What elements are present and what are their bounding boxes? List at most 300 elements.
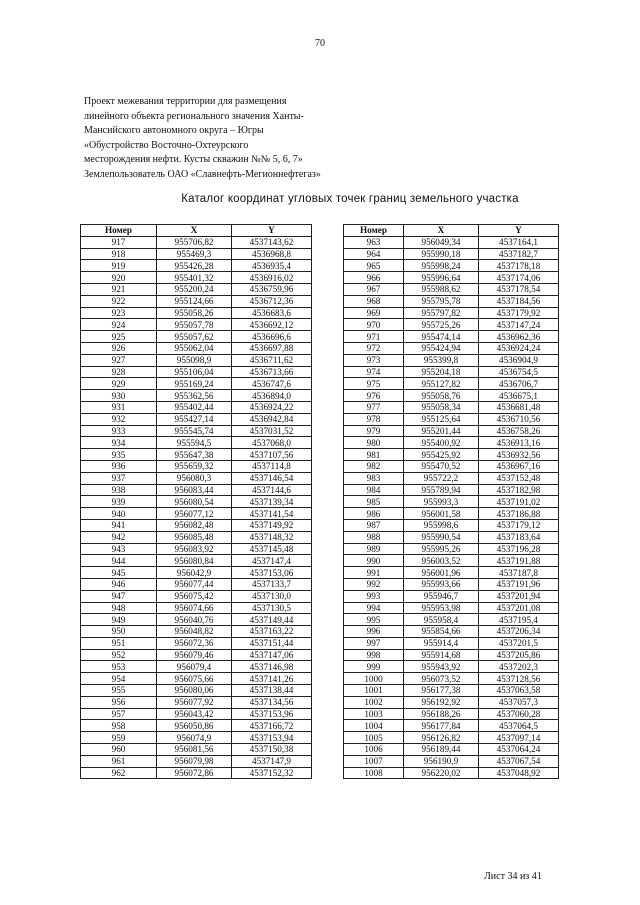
y-coordinate-cell: 4537031,52 bbox=[232, 425, 312, 437]
point-number-cell: 923 bbox=[81, 307, 157, 319]
sheet-footer: Лист 34 из 41 bbox=[484, 871, 542, 882]
y-coordinate-cell: 4537149,44 bbox=[232, 614, 312, 626]
y-coordinate-cell: 4537147,06 bbox=[232, 649, 312, 661]
table-row bbox=[81, 626, 312, 638]
x-coordinate-cell: 956079,46 bbox=[157, 649, 232, 661]
table-row bbox=[81, 637, 312, 649]
point-number-cell: 965 bbox=[344, 260, 404, 272]
project-header-line: Мансийского автономного округа – Югры bbox=[84, 125, 264, 136]
y-coordinate-cell: 4536710,56 bbox=[479, 413, 559, 425]
table-row bbox=[81, 484, 312, 496]
y-coordinate-cell: 4537147,4 bbox=[232, 555, 312, 567]
point-number-cell: 982 bbox=[344, 460, 404, 472]
y-coordinate-cell: 4537202,3 bbox=[479, 661, 559, 673]
point-number-cell: 930 bbox=[81, 390, 157, 402]
x-coordinate-cell: 955057,62 bbox=[157, 331, 232, 343]
x-coordinate-cell: 955914,4 bbox=[404, 637, 479, 649]
table-row bbox=[344, 708, 559, 720]
table-row bbox=[81, 354, 312, 366]
x-coordinate-cell: 955998,24 bbox=[404, 260, 479, 272]
table-row bbox=[81, 260, 312, 272]
table-row bbox=[344, 602, 559, 614]
y-coordinate-cell: 4537048,92 bbox=[479, 767, 559, 779]
y-coordinate-cell: 4536706,7 bbox=[479, 378, 559, 390]
point-number-cell: 966 bbox=[344, 272, 404, 284]
table-row bbox=[81, 272, 312, 284]
table-row bbox=[81, 366, 312, 378]
y-coordinate-cell: 4537166,72 bbox=[232, 720, 312, 732]
y-coordinate-cell: 4537057,3 bbox=[479, 696, 559, 708]
y-coordinate-cell: 4536932,56 bbox=[479, 449, 559, 461]
table-row bbox=[344, 307, 559, 319]
table-row bbox=[81, 449, 312, 461]
x-coordinate-cell: 955995,26 bbox=[404, 543, 479, 555]
point-number-cell: 935 bbox=[81, 449, 157, 461]
y-coordinate-cell: 4537191,96 bbox=[479, 578, 559, 590]
table-row bbox=[344, 755, 559, 767]
x-coordinate-cell: 956049,34 bbox=[404, 236, 479, 248]
y-coordinate-cell: 4536962,36 bbox=[479, 331, 559, 343]
point-number-cell: 956 bbox=[81, 696, 157, 708]
x-coordinate-cell: 956079,98 bbox=[157, 755, 232, 767]
point-number-cell: 934 bbox=[81, 437, 157, 449]
x-coordinate-cell: 955854,66 bbox=[404, 626, 479, 638]
y-coordinate-cell: 4537148,32 bbox=[232, 531, 312, 543]
point-number-cell: 972 bbox=[344, 342, 404, 354]
point-number-cell: 927 bbox=[81, 354, 157, 366]
point-number-cell: 949 bbox=[81, 614, 157, 626]
x-coordinate-cell: 956080,54 bbox=[157, 496, 232, 508]
x-coordinate-cell: 956073,52 bbox=[404, 673, 479, 685]
column-header-number: Номер bbox=[344, 225, 404, 237]
x-coordinate-cell: 956177,38 bbox=[404, 685, 479, 697]
point-number-cell: 959 bbox=[81, 732, 157, 744]
x-coordinate-cell: 955400,92 bbox=[404, 437, 479, 449]
table-row bbox=[344, 425, 559, 437]
y-coordinate-cell: 4537164,1 bbox=[479, 236, 559, 248]
x-coordinate-cell: 955106,04 bbox=[157, 366, 232, 378]
x-coordinate-cell: 956074,66 bbox=[157, 602, 232, 614]
table-row bbox=[81, 744, 312, 756]
table-row bbox=[81, 390, 312, 402]
table-row bbox=[81, 437, 312, 449]
point-number-cell: 928 bbox=[81, 366, 157, 378]
point-number-cell: 995 bbox=[344, 614, 404, 626]
x-coordinate-cell: 955124,66 bbox=[157, 295, 232, 307]
y-coordinate-cell: 4536697,88 bbox=[232, 342, 312, 354]
point-number-cell: 1007 bbox=[344, 755, 404, 767]
y-coordinate-cell: 4536967,16 bbox=[479, 460, 559, 472]
table-row bbox=[81, 673, 312, 685]
point-number-cell: 954 bbox=[81, 673, 157, 685]
table-row bbox=[81, 342, 312, 354]
table-row bbox=[81, 578, 312, 590]
y-coordinate-cell: 4537153,96 bbox=[232, 708, 312, 720]
y-coordinate-cell: 4537178,54 bbox=[479, 283, 559, 295]
x-coordinate-cell: 955058,76 bbox=[404, 390, 479, 402]
point-number-cell: 961 bbox=[81, 755, 157, 767]
x-coordinate-cell: 956085,48 bbox=[157, 531, 232, 543]
table-row bbox=[344, 590, 559, 602]
y-coordinate-cell: 4537067,54 bbox=[479, 755, 559, 767]
point-number-cell: 945 bbox=[81, 567, 157, 579]
point-number-cell: 1002 bbox=[344, 696, 404, 708]
table-row bbox=[344, 696, 559, 708]
point-number-cell: 926 bbox=[81, 342, 157, 354]
table-row bbox=[344, 555, 559, 567]
y-coordinate-cell: 4537182,7 bbox=[479, 248, 559, 260]
table-row bbox=[344, 437, 559, 449]
x-coordinate-cell: 955990,18 bbox=[404, 248, 479, 260]
y-coordinate-cell: 4537163,22 bbox=[232, 626, 312, 638]
x-coordinate-cell: 956077,92 bbox=[157, 696, 232, 708]
table-row bbox=[344, 637, 559, 649]
y-coordinate-cell: 4537139,34 bbox=[232, 496, 312, 508]
point-number-cell: 925 bbox=[81, 331, 157, 343]
y-coordinate-cell: 4537133,7 bbox=[232, 578, 312, 590]
y-coordinate-cell: 4536894,0 bbox=[232, 390, 312, 402]
y-coordinate-cell: 4537134,56 bbox=[232, 696, 312, 708]
column-header-x: X bbox=[157, 225, 232, 237]
point-number-cell: 994 bbox=[344, 602, 404, 614]
y-coordinate-cell: 4537146,54 bbox=[232, 472, 312, 484]
table-row bbox=[81, 295, 312, 307]
table-row bbox=[344, 661, 559, 673]
y-coordinate-cell: 4537187,8 bbox=[479, 567, 559, 579]
x-coordinate-cell: 956001,96 bbox=[404, 567, 479, 579]
table-row bbox=[81, 567, 312, 579]
x-coordinate-cell: 955993,3 bbox=[404, 496, 479, 508]
project-header-line: месторождения нефти. Кусты скважин №№ 5, 6, 7» bbox=[84, 154, 303, 165]
point-number-cell: 955 bbox=[81, 685, 157, 697]
table-row bbox=[81, 555, 312, 567]
x-coordinate-cell: 956072,36 bbox=[157, 637, 232, 649]
y-coordinate-cell: 4537064,5 bbox=[479, 720, 559, 732]
table-row bbox=[81, 496, 312, 508]
y-coordinate-cell: 4536712,36 bbox=[232, 295, 312, 307]
x-coordinate-cell: 955424,94 bbox=[404, 342, 479, 354]
point-number-cell: 1006 bbox=[344, 744, 404, 756]
point-number-cell: 992 bbox=[344, 578, 404, 590]
catalog-title: Каталог координат угловых точек границ земельного участка bbox=[181, 193, 519, 205]
x-coordinate-cell: 955953,98 bbox=[404, 602, 479, 614]
table-row bbox=[344, 248, 559, 260]
y-coordinate-cell: 4536924,22 bbox=[232, 401, 312, 413]
y-coordinate-cell: 4537153,94 bbox=[232, 732, 312, 744]
x-coordinate-cell: 956048,82 bbox=[157, 626, 232, 638]
y-coordinate-cell: 4537151,44 bbox=[232, 637, 312, 649]
x-coordinate-cell: 955098,9 bbox=[157, 354, 232, 366]
x-coordinate-cell: 955401,32 bbox=[157, 272, 232, 284]
point-number-cell: 999 bbox=[344, 661, 404, 673]
y-coordinate-cell: 4537128,56 bbox=[479, 673, 559, 685]
x-coordinate-cell: 955795,78 bbox=[404, 295, 479, 307]
point-number-cell: 987 bbox=[344, 519, 404, 531]
point-number-cell: 970 bbox=[344, 319, 404, 331]
table-row bbox=[344, 614, 559, 626]
x-coordinate-cell: 955594,5 bbox=[157, 437, 232, 449]
y-coordinate-cell: 4536968,8 bbox=[232, 248, 312, 260]
point-number-cell: 962 bbox=[81, 767, 157, 779]
table-row bbox=[344, 449, 559, 461]
x-coordinate-cell: 956050,86 bbox=[157, 720, 232, 732]
x-coordinate-cell: 956188,26 bbox=[404, 708, 479, 720]
x-coordinate-cell: 955127,82 bbox=[404, 378, 479, 390]
point-number-cell: 1001 bbox=[344, 685, 404, 697]
table-row bbox=[344, 720, 559, 732]
point-number-cell: 937 bbox=[81, 472, 157, 484]
point-number-cell: 918 bbox=[81, 248, 157, 260]
y-coordinate-cell: 4537130,5 bbox=[232, 602, 312, 614]
table-row bbox=[81, 767, 312, 779]
point-number-cell: 978 bbox=[344, 413, 404, 425]
x-coordinate-cell: 956043,42 bbox=[157, 708, 232, 720]
x-coordinate-cell: 956192,92 bbox=[404, 696, 479, 708]
point-number-cell: 984 bbox=[344, 484, 404, 496]
point-number-cell: 944 bbox=[81, 555, 157, 567]
table-row bbox=[344, 295, 559, 307]
y-coordinate-cell: 4537145,48 bbox=[232, 543, 312, 555]
table-row bbox=[344, 319, 559, 331]
y-coordinate-cell: 4537130,0 bbox=[232, 590, 312, 602]
x-coordinate-cell: 955474,14 bbox=[404, 331, 479, 343]
table-row bbox=[344, 531, 559, 543]
x-coordinate-cell: 955362,56 bbox=[157, 390, 232, 402]
y-coordinate-cell: 4537201,08 bbox=[479, 602, 559, 614]
x-coordinate-cell: 955469,3 bbox=[157, 248, 232, 260]
point-number-cell: 917 bbox=[81, 236, 157, 248]
y-coordinate-cell: 4537153,06 bbox=[232, 567, 312, 579]
point-number-cell: 931 bbox=[81, 401, 157, 413]
table-row bbox=[81, 283, 312, 295]
y-coordinate-cell: 4537152,48 bbox=[479, 472, 559, 484]
y-coordinate-cell: 4537097,14 bbox=[479, 732, 559, 744]
project-header-line: «Обустройство Восточно-Охтеурского bbox=[84, 139, 249, 151]
x-coordinate-cell: 955200,24 bbox=[157, 283, 232, 295]
table-row bbox=[81, 307, 312, 319]
x-coordinate-cell: 956080,84 bbox=[157, 555, 232, 567]
y-coordinate-cell: 4537201,5 bbox=[479, 637, 559, 649]
x-coordinate-cell: 955659,32 bbox=[157, 460, 232, 472]
point-number-cell: 933 bbox=[81, 425, 157, 437]
x-coordinate-cell: 956075,66 bbox=[157, 673, 232, 685]
y-coordinate-cell: 4537147,24 bbox=[479, 319, 559, 331]
y-coordinate-cell: 4537064,24 bbox=[479, 744, 559, 756]
x-coordinate-cell: 955943,92 bbox=[404, 661, 479, 673]
y-coordinate-cell: 4537060,28 bbox=[479, 708, 559, 720]
x-coordinate-cell: 955425,92 bbox=[404, 449, 479, 461]
point-number-cell: 941 bbox=[81, 519, 157, 531]
point-number-cell: 975 bbox=[344, 378, 404, 390]
y-coordinate-cell: 4536916,02 bbox=[232, 272, 312, 284]
coordinates-table-left bbox=[80, 224, 312, 779]
x-coordinate-cell: 955998,6 bbox=[404, 519, 479, 531]
y-coordinate-cell: 4536713,66 bbox=[232, 366, 312, 378]
table-row bbox=[344, 567, 559, 579]
point-number-cell: 947 bbox=[81, 590, 157, 602]
table-row bbox=[81, 696, 312, 708]
x-coordinate-cell: 956072,86 bbox=[157, 767, 232, 779]
point-number-cell: 976 bbox=[344, 390, 404, 402]
x-coordinate-cell: 956220,02 bbox=[404, 767, 479, 779]
x-coordinate-cell: 956075,42 bbox=[157, 590, 232, 602]
x-coordinate-cell: 955399,8 bbox=[404, 354, 479, 366]
table-row bbox=[81, 236, 312, 248]
table-row bbox=[81, 331, 312, 343]
y-coordinate-cell: 4537147,9 bbox=[232, 755, 312, 767]
x-coordinate-cell: 955946,7 bbox=[404, 590, 479, 602]
table-row bbox=[344, 744, 559, 756]
x-coordinate-cell: 955797,82 bbox=[404, 307, 479, 319]
point-number-cell: 963 bbox=[344, 236, 404, 248]
x-coordinate-cell: 956080,3 bbox=[157, 472, 232, 484]
point-number-cell: 946 bbox=[81, 578, 157, 590]
x-coordinate-cell: 956001,58 bbox=[404, 508, 479, 520]
table-row bbox=[344, 413, 559, 425]
point-number-cell: 977 bbox=[344, 401, 404, 413]
x-coordinate-cell: 956189,44 bbox=[404, 744, 479, 756]
y-coordinate-cell: 4537152,32 bbox=[232, 767, 312, 779]
x-coordinate-cell: 956082,48 bbox=[157, 519, 232, 531]
y-coordinate-cell: 4537143,62 bbox=[232, 236, 312, 248]
point-number-cell: 939 bbox=[81, 496, 157, 508]
table-row bbox=[81, 649, 312, 661]
table-row bbox=[81, 472, 312, 484]
x-coordinate-cell: 955789,94 bbox=[404, 484, 479, 496]
y-coordinate-cell: 4536747,6 bbox=[232, 378, 312, 390]
point-number-cell: 960 bbox=[81, 744, 157, 756]
y-coordinate-cell: 4536759,96 bbox=[232, 283, 312, 295]
table-row bbox=[344, 543, 559, 555]
table-row bbox=[344, 390, 559, 402]
x-coordinate-cell: 955057,78 bbox=[157, 319, 232, 331]
y-coordinate-cell: 4537195,4 bbox=[479, 614, 559, 626]
point-number-cell: 1008 bbox=[344, 767, 404, 779]
point-number-cell: 943 bbox=[81, 543, 157, 555]
table-row bbox=[81, 590, 312, 602]
x-coordinate-cell: 955990,54 bbox=[404, 531, 479, 543]
point-number-cell: 950 bbox=[81, 626, 157, 638]
x-coordinate-cell: 955722,2 bbox=[404, 472, 479, 484]
point-number-cell: 953 bbox=[81, 661, 157, 673]
table-row bbox=[344, 649, 559, 661]
table-row bbox=[81, 378, 312, 390]
x-coordinate-cell: 955470,52 bbox=[404, 460, 479, 472]
x-coordinate-cell: 955958,4 bbox=[404, 614, 479, 626]
y-coordinate-cell: 4537107,56 bbox=[232, 449, 312, 461]
table-row bbox=[344, 626, 559, 638]
x-coordinate-cell: 955545,74 bbox=[157, 425, 232, 437]
y-coordinate-cell: 4537201,94 bbox=[479, 590, 559, 602]
point-number-cell: 942 bbox=[81, 531, 157, 543]
y-coordinate-cell: 4537182,98 bbox=[479, 484, 559, 496]
point-number-cell: 991 bbox=[344, 567, 404, 579]
table-row bbox=[81, 413, 312, 425]
y-coordinate-cell: 4537141,26 bbox=[232, 673, 312, 685]
x-coordinate-cell: 955725,26 bbox=[404, 319, 479, 331]
y-coordinate-cell: 4536942,84 bbox=[232, 413, 312, 425]
point-number-cell: 986 bbox=[344, 508, 404, 520]
x-coordinate-cell: 956080,06 bbox=[157, 685, 232, 697]
point-number-cell: 1005 bbox=[344, 732, 404, 744]
table-row bbox=[81, 531, 312, 543]
y-coordinate-cell: 4537149,92 bbox=[232, 519, 312, 531]
table-row bbox=[344, 354, 559, 366]
y-coordinate-cell: 4537141,54 bbox=[232, 508, 312, 520]
point-number-cell: 936 bbox=[81, 460, 157, 472]
y-coordinate-cell: 4536692,12 bbox=[232, 319, 312, 331]
x-coordinate-cell: 956081,56 bbox=[157, 744, 232, 756]
y-coordinate-cell: 4536758,26 bbox=[479, 425, 559, 437]
table-row bbox=[344, 366, 559, 378]
y-coordinate-cell: 4536696,6 bbox=[232, 331, 312, 343]
x-coordinate-cell: 956177,84 bbox=[404, 720, 479, 732]
x-coordinate-cell: 956040,76 bbox=[157, 614, 232, 626]
y-coordinate-cell: 4536913,16 bbox=[479, 437, 559, 449]
point-number-cell: 938 bbox=[81, 484, 157, 496]
point-number-cell: 993 bbox=[344, 590, 404, 602]
table-row bbox=[81, 755, 312, 767]
x-coordinate-cell: 955993,66 bbox=[404, 578, 479, 590]
table-row bbox=[344, 401, 559, 413]
table-row bbox=[344, 460, 559, 472]
point-number-cell: 969 bbox=[344, 307, 404, 319]
y-coordinate-cell: 4537206,34 bbox=[479, 626, 559, 638]
x-coordinate-cell: 955201,44 bbox=[404, 425, 479, 437]
x-coordinate-cell: 955706,82 bbox=[157, 236, 232, 248]
y-coordinate-cell: 4536683,6 bbox=[232, 307, 312, 319]
y-coordinate-cell: 4537179,92 bbox=[479, 307, 559, 319]
y-coordinate-cell: 4537178,18 bbox=[479, 260, 559, 272]
table-row bbox=[81, 685, 312, 697]
table-row bbox=[344, 519, 559, 531]
x-coordinate-cell: 955169,24 bbox=[157, 378, 232, 390]
x-coordinate-cell: 955426,28 bbox=[157, 260, 232, 272]
point-number-cell: 924 bbox=[81, 319, 157, 331]
y-coordinate-cell: 4536754,5 bbox=[479, 366, 559, 378]
point-number-cell: 952 bbox=[81, 649, 157, 661]
table-row bbox=[81, 401, 312, 413]
table-row bbox=[81, 543, 312, 555]
y-coordinate-cell: 4537063,58 bbox=[479, 685, 559, 697]
point-number-cell: 968 bbox=[344, 295, 404, 307]
table-row bbox=[344, 378, 559, 390]
table-row bbox=[81, 508, 312, 520]
point-number-cell: 957 bbox=[81, 708, 157, 720]
point-number-cell: 929 bbox=[81, 378, 157, 390]
table-row bbox=[81, 602, 312, 614]
x-coordinate-cell: 956077,44 bbox=[157, 578, 232, 590]
point-number-cell: 979 bbox=[344, 425, 404, 437]
x-coordinate-cell: 955996,64 bbox=[404, 272, 479, 284]
point-number-cell: 922 bbox=[81, 295, 157, 307]
point-number-cell: 951 bbox=[81, 637, 157, 649]
table-row bbox=[344, 578, 559, 590]
table-row bbox=[344, 272, 559, 284]
point-number-cell: 973 bbox=[344, 354, 404, 366]
point-number-cell: 971 bbox=[344, 331, 404, 343]
table-row bbox=[344, 236, 559, 248]
x-coordinate-cell: 956083,92 bbox=[157, 543, 232, 555]
table-header-row bbox=[81, 225, 312, 237]
table-row bbox=[81, 708, 312, 720]
point-number-cell: 932 bbox=[81, 413, 157, 425]
y-coordinate-cell: 4536675,1 bbox=[479, 390, 559, 402]
point-number-cell: 997 bbox=[344, 637, 404, 649]
project-header bbox=[84, 95, 414, 182]
point-number-cell: 958 bbox=[81, 720, 157, 732]
y-coordinate-cell: 4537196,28 bbox=[479, 543, 559, 555]
